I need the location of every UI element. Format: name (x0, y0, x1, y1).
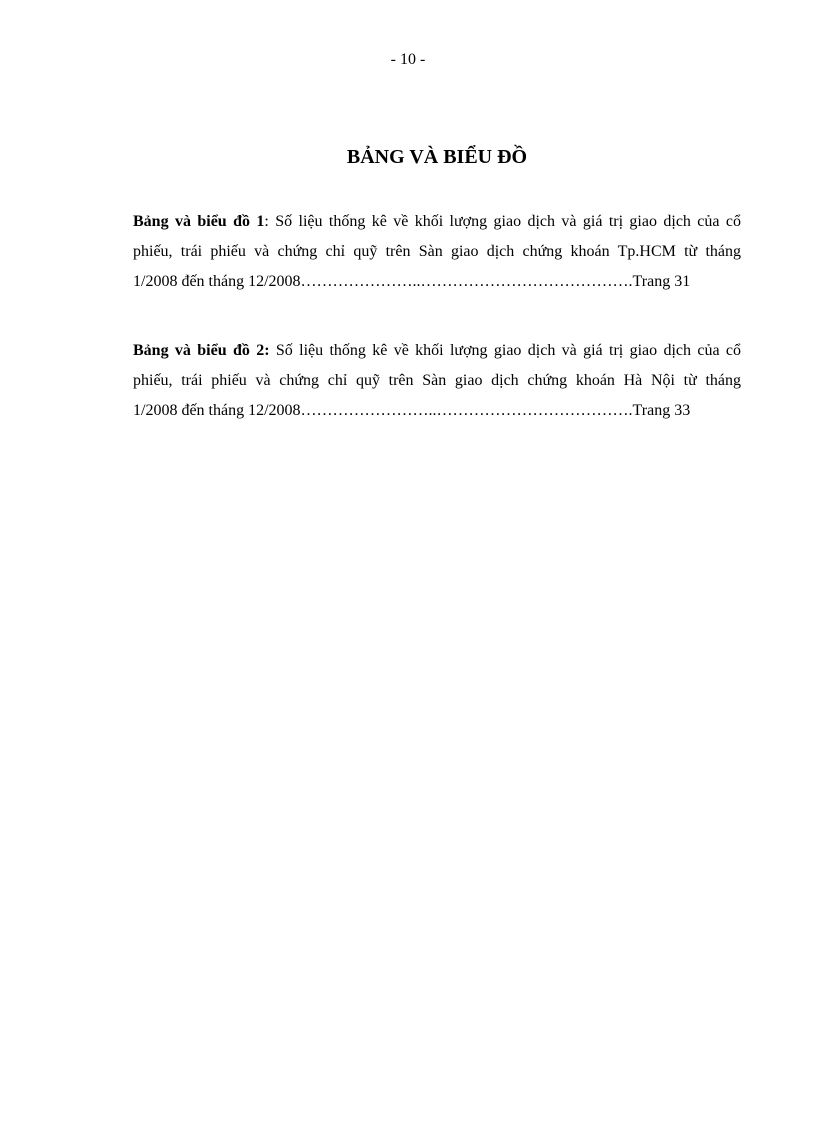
toc-entry-1-text-3: 1/2008 đến tháng 12/2008 (133, 273, 301, 290)
toc-entry-2-leader: ……………………..……………………………… (300, 402, 629, 419)
toc-entry-2-label: Bảng và biểu đồ 2: (133, 342, 270, 359)
toc-entry-2-line-2: phiếu, trái phiếu và chứng chỉ quỹ trên Sàn giao dịch chứng khoán Hà Nội từ tháng (133, 372, 741, 389)
toc-entry-2-line-1 (133, 336, 741, 366)
toc-entry-1-line-2: phiếu, trái phiếu và chứng chỉ quỹ trên Sàn giao dịch chứng khoán Tp.HCM từ tháng (133, 243, 741, 260)
toc-entry-2-text-3: 1/2008 đến tháng 12/2008 (133, 402, 301, 419)
page-number: - 10 - (390, 51, 426, 68)
toc-entry-2-page-ref: .Trang 33 (628, 402, 691, 419)
toc-entry-1-leader: …………………..………………………………… (300, 273, 629, 290)
toc-entry-1 (133, 207, 741, 297)
toc-entry-1-text-1: Số liệu thống kê về khối lượng giao dịch và giá trị giao dịch của cổ (275, 213, 741, 230)
toc-entry-1-page-ref: .Trang 31 (628, 273, 691, 290)
toc-entry-2 (133, 336, 741, 426)
toc-entry-2-line-3 (133, 396, 741, 426)
toc-entry-1-separator: : (264, 213, 276, 230)
toc-entry-1-line-3 (133, 267, 741, 297)
toc-entry-1-label: Bảng và biểu đồ 1 (133, 213, 265, 230)
toc-entry-2-text-1: Số liệu thống kê về khối lượng giao dịch và giá trị giao dịch của cổ (275, 342, 741, 359)
toc-entry-1-line-1 (133, 207, 741, 237)
page-title: BẢNG VÀ BIỂU ĐỒ (346, 146, 528, 168)
